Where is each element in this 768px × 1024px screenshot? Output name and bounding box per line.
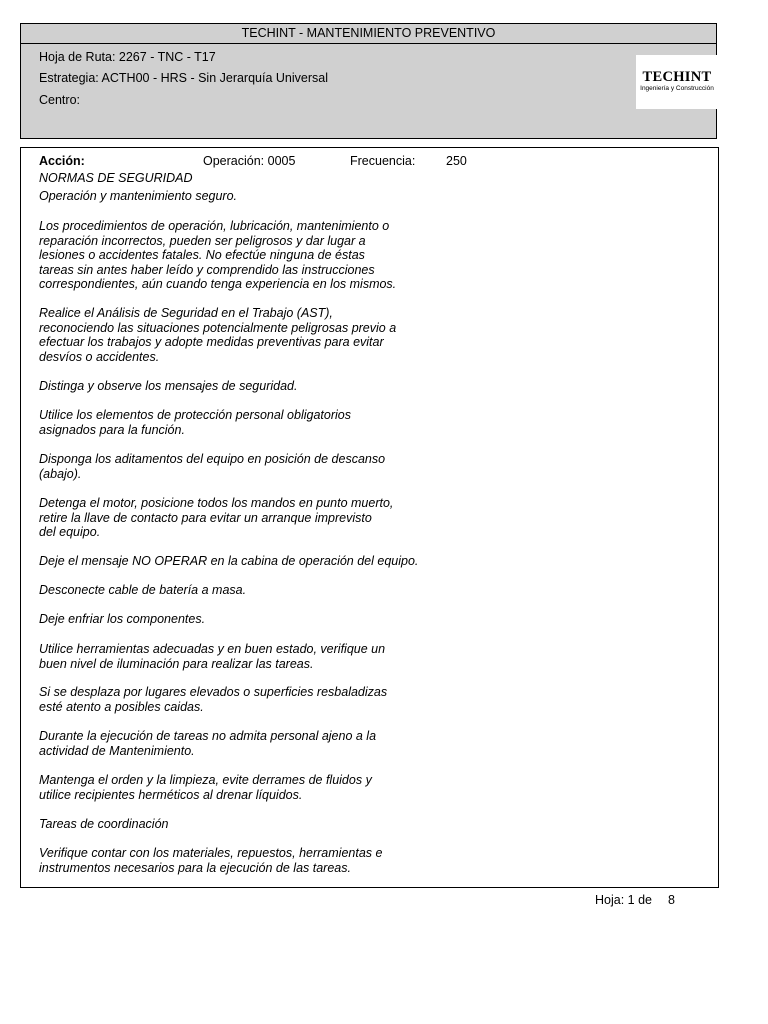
- paragraph: Detenga el motor, posicione todos los mandos en punto muerto, retire la llave de contacto para evitar un arranque imprevisto del equipo.: [39, 496, 394, 540]
- paragraph: Mantenga el orden y la limpieza, evite derrames de fluidos y utilice recipientes herméticos al drenar líquidos.: [39, 773, 372, 802]
- estrategia: Estrategia: ACTH00 - HRS - Sin Jerarquía Universal: [39, 71, 328, 85]
- task-section: [20, 147, 719, 888]
- hoja-de-ruta: Hoja de Ruta: 2267 - TNC - T17: [39, 50, 216, 64]
- section-title: NORMAS DE SEGURIDAD: [39, 171, 193, 185]
- paragraph: Disponga los aditamentos del equipo en posición de descanso (abajo).: [39, 452, 386, 481]
- paragraph: Utilice los elementos de protección personal obligatorios asignados para la función.: [39, 408, 351, 437]
- techint-logo: [636, 55, 718, 109]
- paragraph: Tareas de coordinación: [39, 817, 169, 831]
- frecuencia-value: 250: [446, 154, 467, 168]
- document-header: [20, 23, 717, 139]
- paragraph: Operación y mantenimiento seguro.: [39, 189, 238, 203]
- paragraph: Si se desplaza por lugares elevados o superficies resbaladizas esté atento a posibles caidas.: [39, 685, 388, 714]
- paragraph: Durante la ejecución de tareas no admita personal ajeno a la actividad de Mantenimiento.: [39, 729, 377, 758]
- logo-subtext: Ingeniería y Construcción: [640, 85, 714, 92]
- paragraph: Utilice herramientas adecuadas y en buen estado, verifique un buen nivel de iluminación para realizar las tareas.: [39, 642, 386, 671]
- frecuencia-label: Frecuencia:: [350, 154, 416, 168]
- logo-text: TECHINT: [642, 69, 712, 85]
- paragraph: Deje enfriar los componentes.: [39, 612, 206, 626]
- paragraph: Los procedimientos de operación, lubricación, mantenimiento o reparación incorrectos, pueden ser peligrosos y dar lugar a lesiones o accidentes fatales. No efectúe ninguna de éstas tareas sin antes haber leído y comprendido las instrucciones correspondientes, aún cuando tenga experiencia en los mismos.: [39, 219, 397, 292]
- document-title: TECHINT - MANTENIMIENTO PREVENTIVO: [21, 24, 716, 44]
- page-label: Hoja: 1 de: [595, 893, 652, 907]
- operacion: Operación: 0005: [203, 154, 296, 168]
- paragraph: Realice el Análisis de Seguridad en el Trabajo (AST), reconociendo las situaciones potencialmente peligrosas previo a efectuar los trabajos y adopte medidas preventivas para evitar desvíos o accidentes.: [39, 306, 397, 364]
- paragraph: Distinga y observe los mensajes de seguridad.: [39, 379, 298, 393]
- paragraph: Desconecte cable de batería a masa.: [39, 583, 247, 597]
- accion-label: Acción:: [39, 154, 85, 168]
- page-total: 8: [668, 893, 675, 907]
- paragraph: Verifique contar con los materiales, repuestos, herramientas e instrumentos necesarios para la ejecución de las tareas.: [39, 846, 383, 875]
- paragraph: Deje el mensaje NO OPERAR en la cabina de operación del equipo.: [39, 554, 419, 568]
- centro: Centro:: [39, 93, 80, 107]
